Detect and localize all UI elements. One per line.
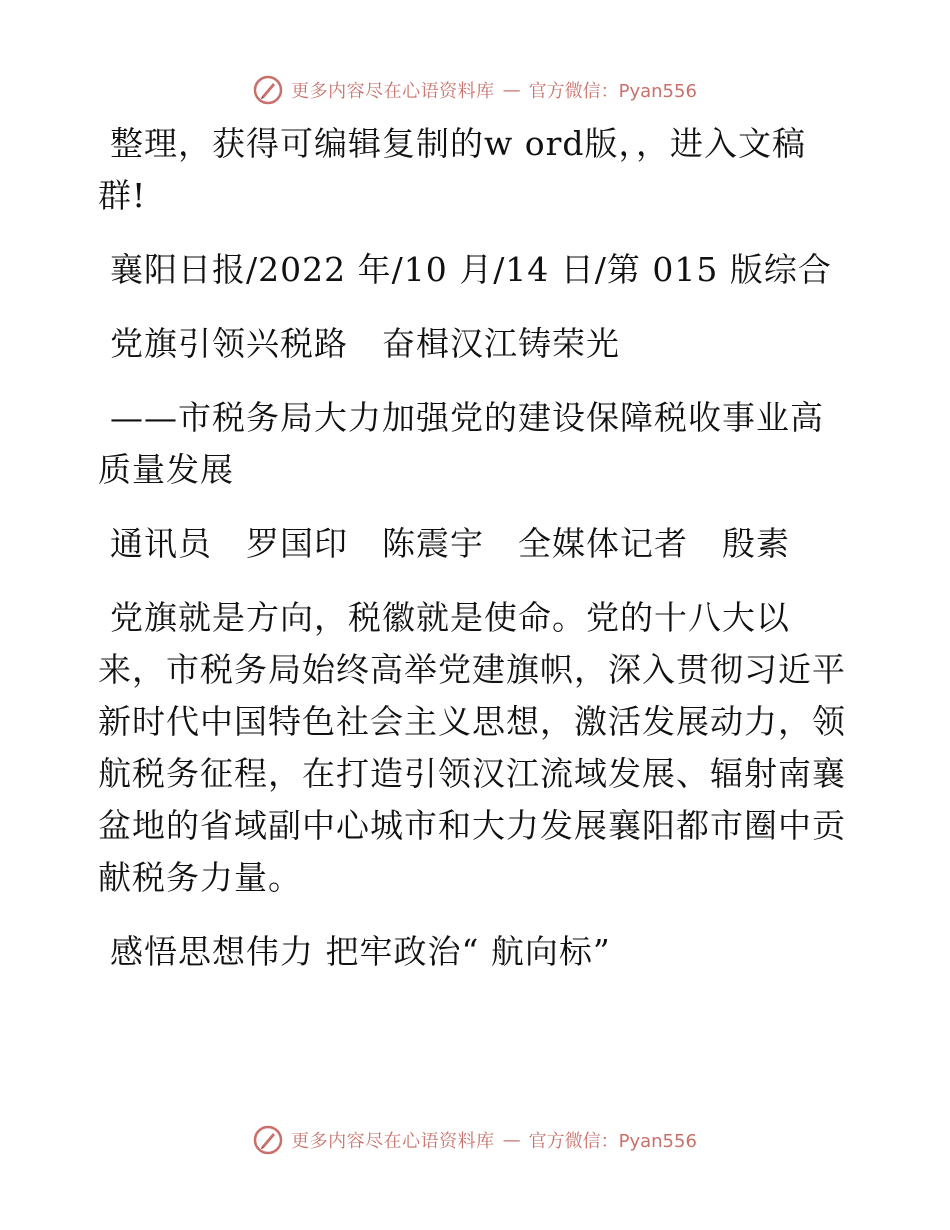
watermark-header — [0, 72, 950, 108]
subtitle-line-2: 质量发展 — [98, 450, 234, 489]
body-line-1: 党旗就是方向，税徽就是使命。党的十八大以 — [110, 598, 790, 637]
body-paragraph — [98, 592, 850, 904]
watermark-footer — [0, 1122, 950, 1158]
intro-line-2: 群! — [98, 176, 147, 215]
watermark-site-text: 更多内容尽在心语资料库 — [291, 1131, 495, 1152]
byline: 通讯员 罗国印 陈震宇 全媒体记者 殷素 — [110, 524, 790, 563]
quill-logo-icon — [253, 1125, 283, 1155]
intro-line-1: 整理，获得可编辑复制的w ord版，，进入文稿 — [110, 124, 807, 163]
section-heading: 感悟思想伟力 把牢政治“ 航向标” — [110, 932, 611, 971]
watermark-site-text: 更多内容尽在心语资料库 — [291, 81, 495, 102]
watermark-separator: — — [502, 1129, 521, 1151]
watermark-wechat-text: 官方微信：Pyan556 — [528, 81, 697, 102]
body-line-4: 航税务征程，在打造引领汉江流域发展、辐射南襄 — [98, 754, 846, 793]
body-line-3: 新时代中国特色社会主义思想，激活发展动力，领 — [98, 702, 846, 741]
article-subtitle — [98, 392, 850, 496]
watermark-wechat-text: 官方微信：Pyan556 — [528, 1131, 697, 1152]
document-body — [98, 118, 850, 1000]
subtitle-line-1: ——市税务局大力加强党的建设保障税收事业高 — [110, 398, 824, 437]
intro-paragraph — [98, 118, 850, 222]
body-line-6: 献税务力量。 — [98, 858, 302, 897]
source-line: 襄阳日报/2022 年/10 月/14 日/第 015 版综合 — [110, 250, 832, 289]
article-title: 党旗引领兴税路 奋楫汉江铸荣光 — [110, 324, 620, 363]
body-line-5: 盆地的省域副中心城市和大力发展襄阳都市圈中贡 — [98, 806, 846, 845]
watermark-separator: — — [502, 79, 521, 101]
quill-logo-icon — [253, 75, 283, 105]
body-line-2: 来，市税务局始终高举党建旗帜，深入贯彻习近平 — [98, 650, 846, 689]
